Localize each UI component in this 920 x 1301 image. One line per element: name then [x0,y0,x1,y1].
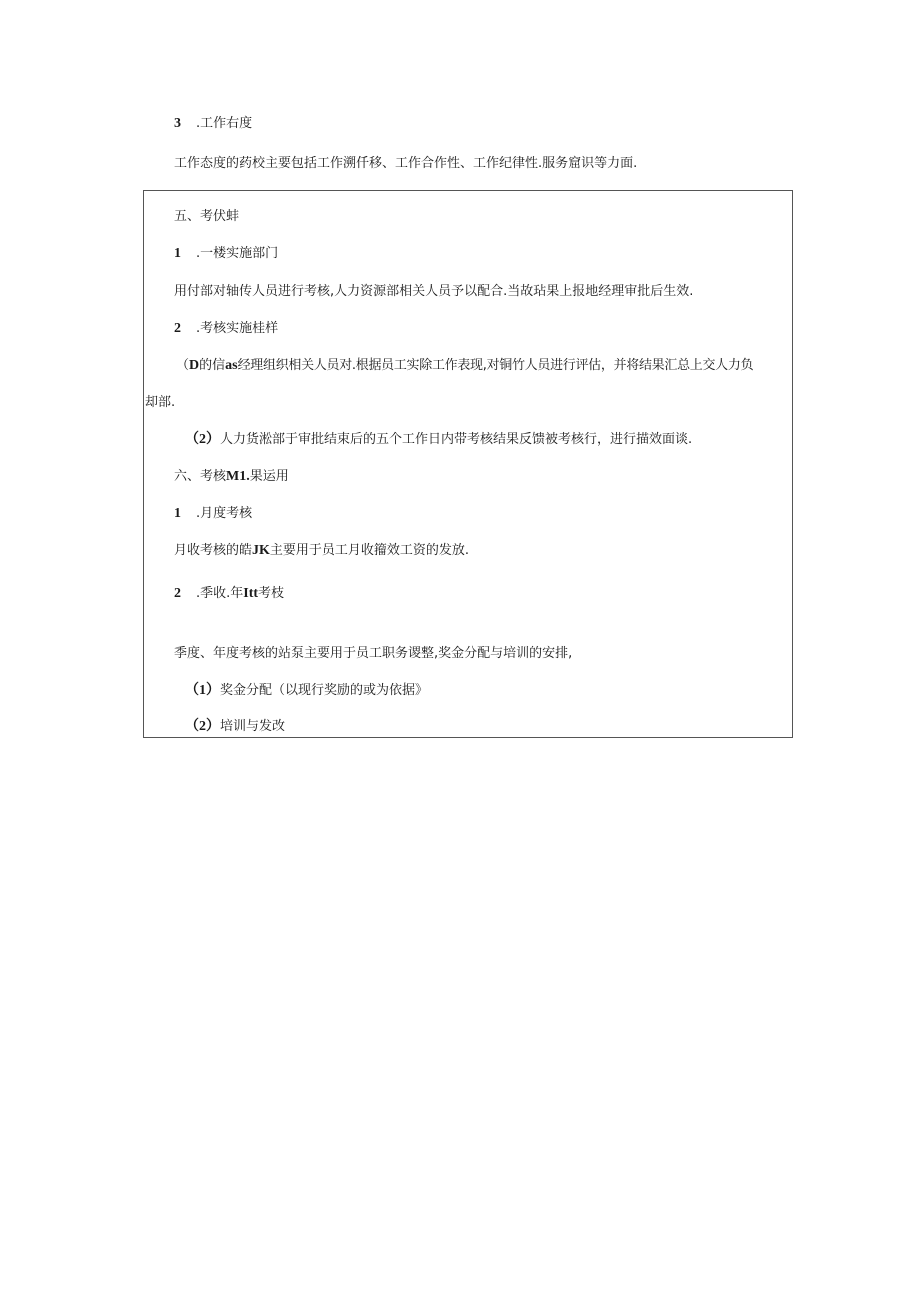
section6-title [174,468,289,486]
s6-item1-body-pre: 月收考核的皓 [174,543,253,558]
s6-item2-heading [174,585,284,603]
s6-item2-title-pre: .季收.年 [196,586,244,601]
s5-para1-open: （ [176,358,190,373]
s5-para2-label: （2） [185,432,220,447]
item3-number: 3 [174,116,181,131]
s5-para1-bold1: D [189,358,200,373]
item3-title: .工作右度 [196,116,253,131]
s6-item2-body: 季度、年度考核的站泵主要用于员工职务谡整,奖金分配与培训的安排, [174,646,573,661]
s5-para1-mid: 的信 [199,358,226,373]
item3-heading [174,115,252,133]
s6-sub2-label: （2） [185,719,220,734]
s5-item2-title: .考核实施桂样 [196,321,279,336]
s5-para2-text: 人力货淞部于审批结束后的五个工作日内带考核结果反馈被考核行，进行描效面谈. [220,432,693,447]
s5-item1-body: 用付部对轴传人员进行考核,人力资源部相关人员予以配合.当故玷果上报地经理审批后生效. [174,284,694,299]
s5-para1-bold2: as [225,358,238,373]
section5-title: 五、考伏蚌 [174,209,240,224]
s5-item1-heading [174,245,278,263]
s6-sub2 [185,718,285,736]
s6-item1-number: 1 [174,506,181,521]
section6-title-pre: 六、考核 [174,469,227,484]
s6-item2-number: 2 [174,586,181,601]
s6-item1-body-post: 主要用于员工月收籀效工资的发放. [269,543,470,558]
s6-sub2-text: 培训与发改 [220,719,286,734]
s6-item1-title: .月度考核 [196,506,253,521]
s6-sub1 [185,682,428,700]
s5-item1-number: 1 [174,246,181,261]
s6-sub1-label: （1） [185,683,220,698]
s5-para1 [176,357,753,375]
s5-para1-rest: 经理组织相关人员对.根据员工实除工作表现,对铜竹人员进行评估，并将结果汇总上交人力负 [237,358,754,373]
s5-para2 [185,431,692,449]
s5-item2-heading [174,320,278,338]
section6-title-post: 果运用 [249,469,289,484]
s6-item2-title-bold: Itt [243,586,259,601]
s5-item2-number: 2 [174,321,181,336]
s6-item2-title-post: 考枝 [258,586,285,601]
s6-item1-heading [174,505,252,523]
s6-item1-body-bold: JK [252,543,270,558]
s5-para1-continuation: 却部. [145,395,176,410]
s5-item1-title: .一楼实施部门 [196,246,279,261]
s6-item1-body [174,542,469,560]
item3-body: 工作态度的药校主要包括工作溯仟移、工作合作性、工作纪律性.服务窟识等力面. [174,156,638,171]
s6-sub1-text: 奖金分配（以现行奖励的或为依据》 [220,683,429,698]
section6-title-bold: M1. [226,469,250,484]
